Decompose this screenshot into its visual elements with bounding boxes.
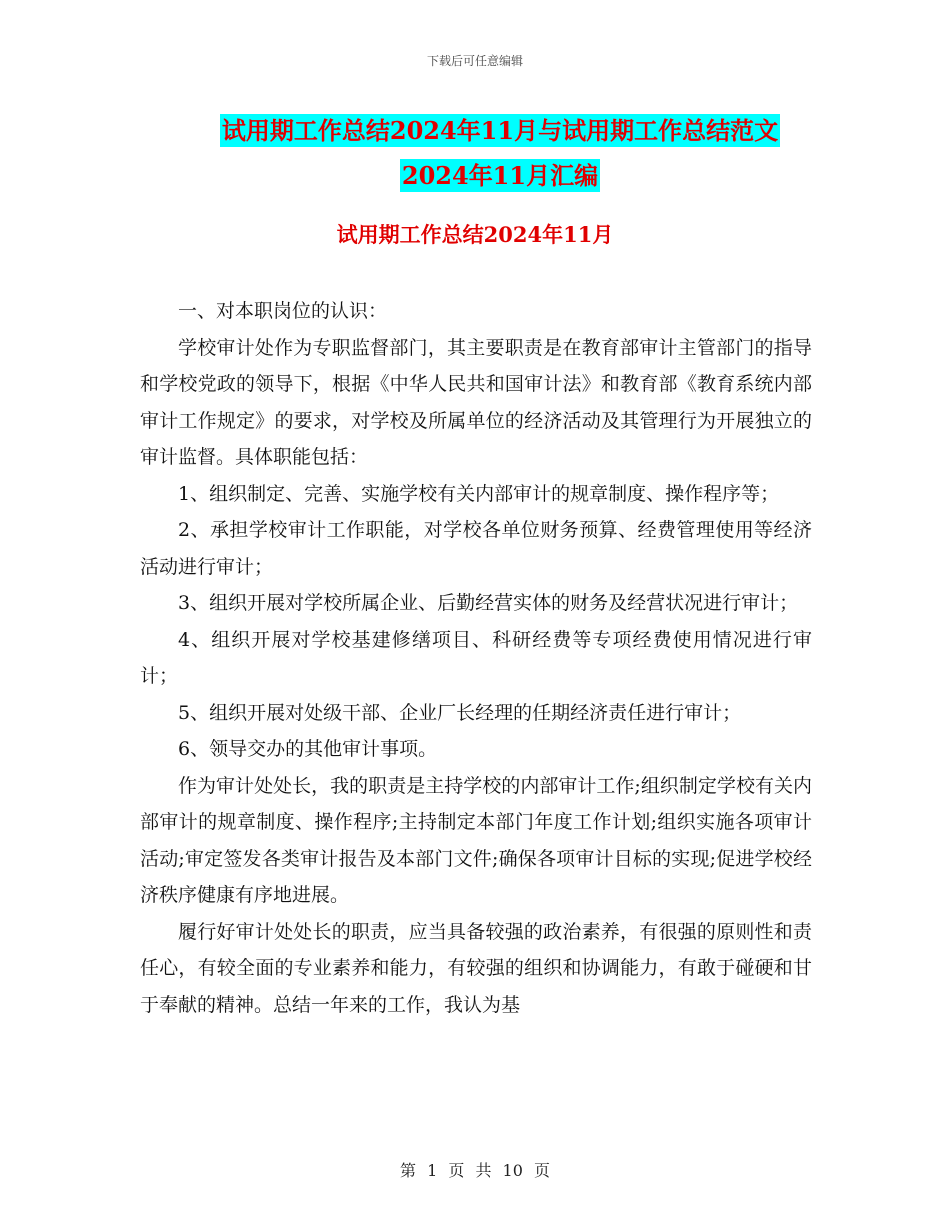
paragraph: 2、承担学校审计工作职能，对学校各单位财务预算、经费管理使用等经济活动进行审计； bbox=[140, 519, 812, 578]
paragraph: 1、组织制定、完善、实施学校有关内部审计的规章制度、操作程序等； bbox=[178, 482, 780, 505]
document-title-text-1: 试用期工作总结2024年11月与试用期工作总结范文 bbox=[221, 116, 779, 145]
paragraph: 4、组织开展对学校基建修缮项目、科研经费等专项经费使用情况进行审计； bbox=[140, 628, 812, 687]
document-title-line-2 bbox=[140, 153, 860, 199]
paragraph: 3、组织开展对学校所属企业、后勤经营实体的财务及经营状况进行审计； bbox=[178, 592, 799, 614]
document-body bbox=[140, 293, 812, 1023]
document-title-text-2: 2024年11月汇编 bbox=[401, 161, 599, 190]
paragraph: 6、领导交办的其他审计事项。 bbox=[178, 738, 438, 760]
paragraph: 学校审计处作为专职监督部门，其主要职责是在教育部审计主管部门的指导和学校党政的领导下，根据《中华人民共和国审计法》和教育部《教育系统内部审计工作规定》的要求，对学校及所属单位的经济活动及其管理行为开展独立的审计监督。具体职能包括： bbox=[140, 336, 812, 468]
paragraph: 一、对本职岗位的认识： bbox=[178, 300, 388, 322]
page-number-footer: 第 1 页 共 10 页 bbox=[400, 1161, 550, 1180]
page-header-note: 下载后可任意编辑 bbox=[426, 54, 523, 68]
document-title-line-1 bbox=[140, 108, 860, 154]
paragraph: 履行好审计处处长的职责，应当具备较强的政治素养，有很强的原则性和责任心，有较全面的专业素养和能力，有较强的组织和协调能力，有敢于碰硬和甘于奉献的精神。总结一年来的工作，我认为基 bbox=[140, 920, 812, 1016]
section-title: 试用期工作总结2024年11月 bbox=[336, 222, 614, 247]
paragraph: 5、组织开展对处级干部、企业厂长经理的任期经济责任进行审计； bbox=[178, 701, 742, 724]
paragraph: 作为审计处处长，我的职责是主持学校的内部审计工作;组织制定学校有关内部审计的规章制度、操作程序;主持制定本部门年度工作计划;组织实施各项审计活动;审定签发各类审计报告及本部门文件;确保各项审计目标的实现;促进学校经济秩序健康有序地进展。 bbox=[140, 774, 812, 906]
